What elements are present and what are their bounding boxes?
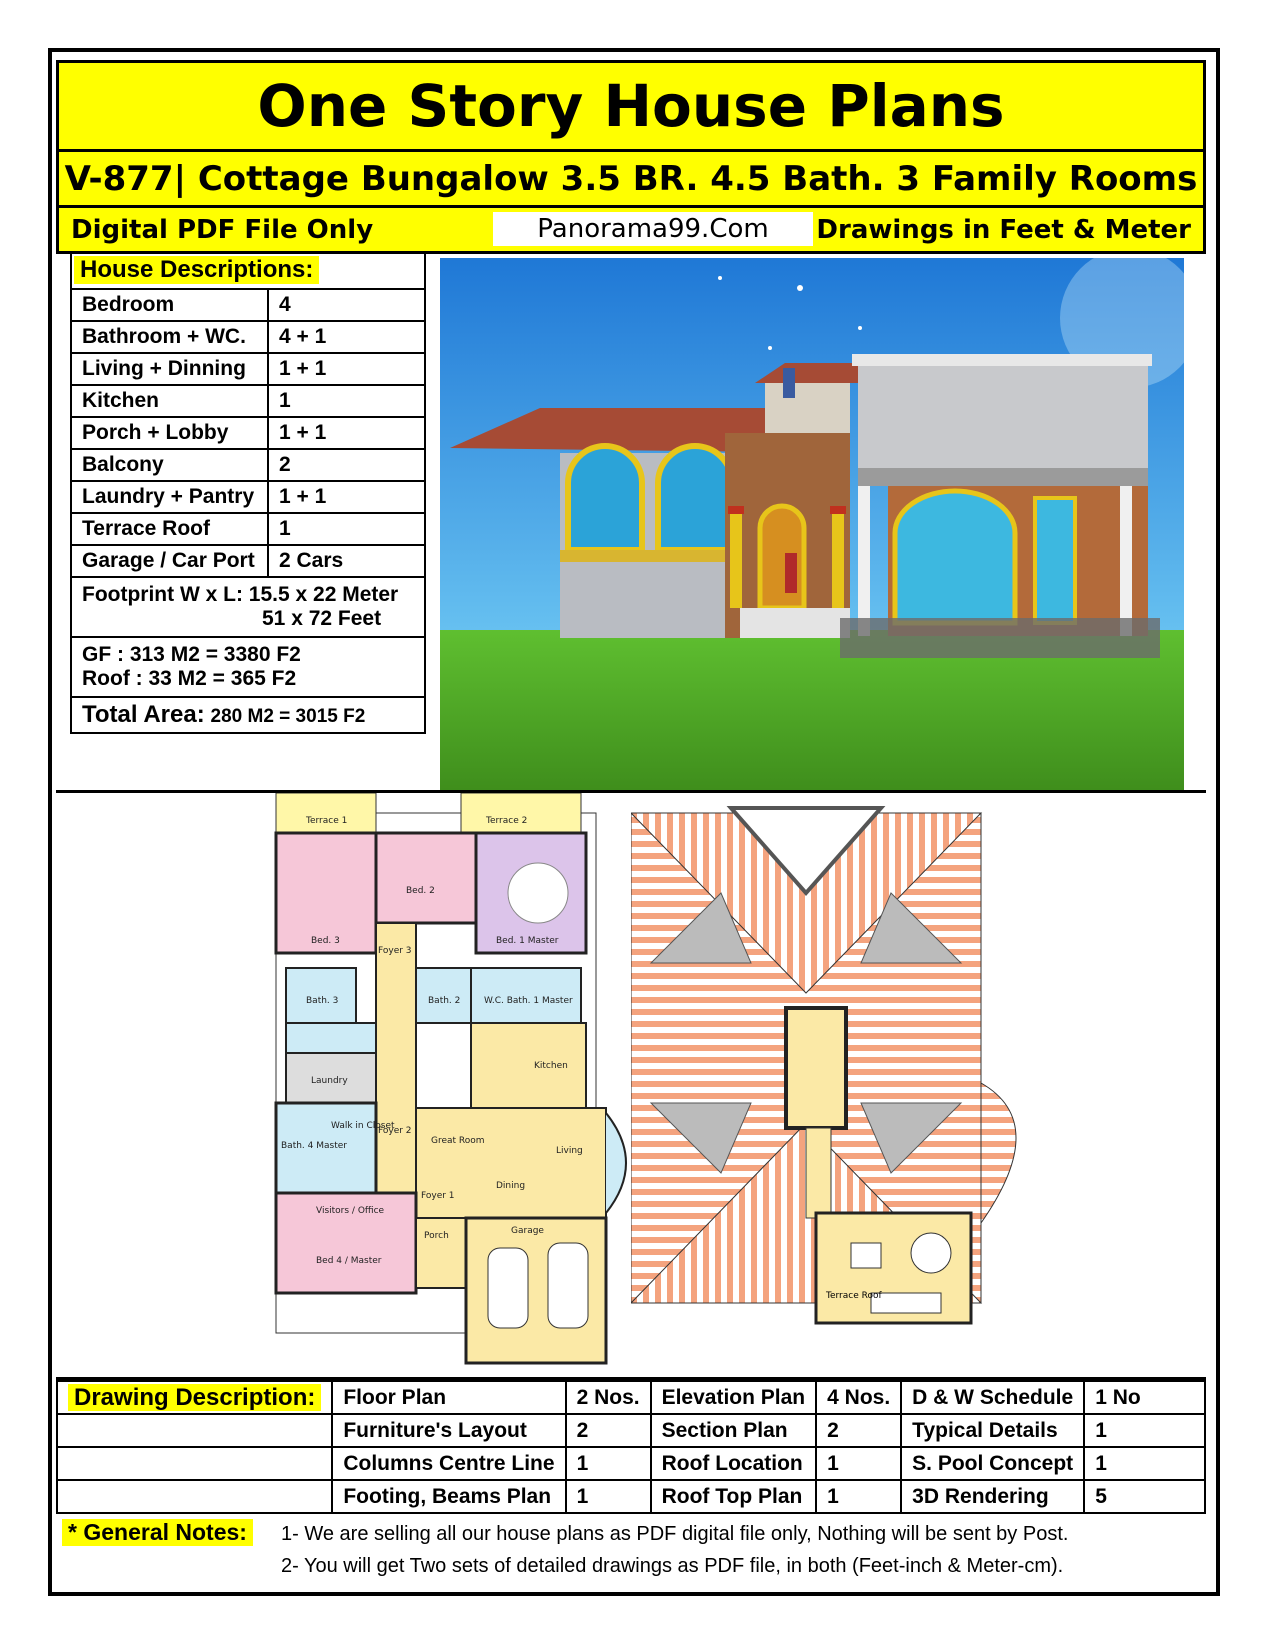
- table-row: [71, 385, 425, 417]
- house-descriptions-table: [70, 254, 426, 734]
- label-bed4: Bed 4 / Master: [316, 1256, 382, 1266]
- plans-area: [56, 790, 1206, 1380]
- row-label: Laundry + Pantry: [71, 481, 268, 513]
- row-value: 1: [268, 385, 425, 417]
- drawing-qty: 1: [1084, 1447, 1205, 1480]
- row-value: 2 Cars: [268, 545, 425, 577]
- label-laundry: Laundry: [311, 1076, 348, 1086]
- table-row: [57, 1447, 1205, 1480]
- table-row: [71, 353, 425, 385]
- table-row: [71, 545, 425, 577]
- drawing-item: Elevation Plan: [651, 1381, 817, 1414]
- website-link[interactable]: Panorama99.Com: [493, 212, 813, 246]
- table-row: [71, 321, 425, 353]
- label-bed2: Bed. 2: [406, 886, 435, 896]
- table-row: [57, 1480, 1205, 1513]
- row-value: 4 + 1: [268, 321, 425, 353]
- drawing-item: Typical Details: [901, 1414, 1084, 1447]
- drawing-item: D & W Schedule: [901, 1381, 1084, 1414]
- row-label: Terrace Roof: [71, 513, 268, 545]
- table-row: [57, 1381, 1205, 1414]
- row-label: Kitchen: [71, 385, 268, 417]
- label-terrace2: Terrace 2: [486, 816, 528, 826]
- row-value: 1 + 1: [268, 481, 425, 513]
- drawing-qty: 1: [816, 1447, 901, 1480]
- table-row: [71, 449, 425, 481]
- drawing-qty: 5: [1084, 1480, 1205, 1513]
- drawing-item: Footing, Beams Plan: [332, 1480, 565, 1513]
- label-closet: Walk in Closet: [331, 1121, 395, 1131]
- row-label: Bedroom: [71, 289, 268, 321]
- rendering-svg: [440, 258, 1184, 790]
- drawing-item: Floor Plan: [332, 1381, 565, 1414]
- gf-area: GF : 313 M2 = 3380 F2: [82, 643, 301, 666]
- drawing-qty: 1: [566, 1447, 651, 1480]
- drawing-item: S. Pool Concept: [901, 1447, 1084, 1480]
- note-2: 2- You will get Two sets of detailed drawings as PDF file, in both (Feet-inch & Meter-cm).: [281, 1555, 1064, 1577]
- drawing-item: Furniture's Layout: [332, 1414, 565, 1447]
- label-foyer3: Foyer 3: [378, 946, 412, 956]
- total-area-label: Total Area:: [82, 701, 205, 728]
- footprint-line-1: Footprint W x L: 15.5 x 22 Meter: [82, 583, 399, 606]
- table-row: [57, 1414, 1205, 1447]
- row-value: 1: [268, 513, 425, 545]
- footprint-line-2: 51 x 72 Feet: [262, 607, 382, 630]
- empty-cell: [57, 1480, 332, 1513]
- drawing-description-heading-cell: [57, 1381, 332, 1414]
- drawing-qty: 4 Nos.: [816, 1381, 901, 1414]
- house-descriptions-heading: House Descriptions:: [74, 256, 319, 284]
- info-bar: [56, 208, 1206, 254]
- roof-plan-drawing: [631, 793, 1071, 1333]
- row-label: Garage / Car Port: [71, 545, 268, 577]
- table-row: [71, 697, 425, 733]
- drawing-qty: 1 No: [1084, 1381, 1205, 1414]
- roof-area: Roof : 33 M2 = 365 F2: [82, 667, 297, 690]
- drawing-qty: 1: [816, 1480, 901, 1513]
- row-label: Balcony: [71, 449, 268, 481]
- label-foyer1: Foyer 1: [421, 1191, 455, 1201]
- drawing-qty: 2: [566, 1414, 651, 1447]
- label-visitors: Visitors / Office: [316, 1206, 385, 1216]
- drawing-description-heading: Drawing Description:: [68, 1384, 321, 1411]
- label-terrace1: Terrace 1: [306, 816, 348, 826]
- table-row: [71, 513, 425, 545]
- label-bed1: Bed. 1 Master: [496, 936, 559, 946]
- row-value: 1 + 1: [268, 417, 425, 449]
- label-dining: Dining: [496, 1181, 526, 1191]
- label-bath2: Bath. 2: [428, 996, 461, 1006]
- house-rendering: [440, 258, 1184, 790]
- label-porch: Porch: [424, 1231, 449, 1241]
- drawing-qty: 1: [566, 1480, 651, 1513]
- table-row: [71, 577, 425, 637]
- drawing-item: Section Plan: [651, 1414, 817, 1447]
- label-great-room: Great Room: [431, 1136, 485, 1146]
- label-kitchen: Kitchen: [534, 1061, 568, 1071]
- label-bath4: Bath. 4 Master: [281, 1141, 347, 1151]
- row-label: Bathroom + WC.: [71, 321, 268, 353]
- drawing-item: 3D Rendering: [901, 1480, 1084, 1513]
- label-foyer2: Foyer 2: [378, 1126, 412, 1136]
- pdf-only-note: Digital PDF File Only: [71, 215, 374, 245]
- drawing-qty: 2 Nos.: [566, 1381, 651, 1414]
- row-label: Living + Dinning: [71, 353, 268, 385]
- table-row: [71, 481, 425, 513]
- label-bath1: W.C. Bath. 1 Master: [484, 996, 573, 1006]
- units-note: Drawings in Feet & Meter: [816, 215, 1191, 245]
- drawing-item: Columns Centre Line: [332, 1447, 565, 1480]
- empty-cell: [57, 1414, 332, 1447]
- drawing-item: Roof Location: [651, 1447, 817, 1480]
- plan-subtitle: V-877| Cottage Bungalow 3.5 BR. 4.5 Bath. 3 Family Rooms: [56, 152, 1206, 208]
- total-area-value: 280 M2 = 3015 F2: [210, 706, 366, 727]
- table-row: [71, 637, 425, 697]
- label-living: Living: [556, 1146, 583, 1156]
- drawing-item: Roof Top Plan: [651, 1480, 817, 1513]
- empty-cell: [57, 1447, 332, 1480]
- note-1: 1- We are selling all our house plans as PDF digital file only, Nothing will be sent by Post.: [281, 1523, 1069, 1545]
- row-value: 2: [268, 449, 425, 481]
- label-bath3: Bath. 3: [306, 996, 339, 1006]
- general-notes: [56, 1515, 1206, 1587]
- drawing-description-table: [56, 1380, 1206, 1514]
- row-value: 1 + 1: [268, 353, 425, 385]
- row-value: 4: [268, 289, 425, 321]
- general-notes-heading: * General Notes:: [62, 1519, 253, 1546]
- row-label: Porch + Lobby: [71, 417, 268, 449]
- page-title: One Story House Plans: [56, 60, 1206, 152]
- drawing-qty: 2: [816, 1414, 901, 1447]
- label-garage: Garage: [511, 1226, 544, 1236]
- table-row: [71, 417, 425, 449]
- table-row: [71, 289, 425, 321]
- label-terrace-roof: Terrace Roof: [826, 1291, 882, 1301]
- drawing-qty: 1: [1084, 1414, 1205, 1447]
- label-bed3: Bed. 3: [311, 936, 340, 946]
